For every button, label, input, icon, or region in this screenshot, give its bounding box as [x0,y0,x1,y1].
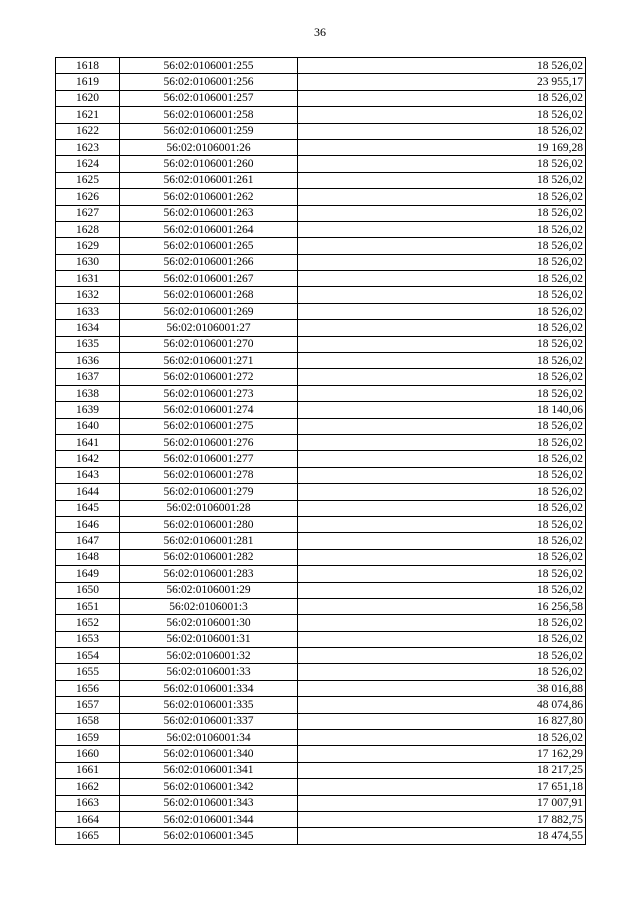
cadastral-value-cell: 18 526,02 [298,254,586,270]
cadastral-number-cell: 56:02:0106001:31 [120,631,298,647]
table-row [56,500,586,516]
cadastral-value-cell: 18 526,02 [298,205,586,221]
table-row [56,648,586,664]
table-row [56,680,586,696]
cadastral-number-cell: 56:02:0106001:259 [120,123,298,139]
row-number-cell: 1663 [56,795,120,811]
cadastral-value-cell: 18 526,02 [298,434,586,450]
table-row [56,156,586,172]
cadastral-value-cell: 18 526,02 [298,320,586,336]
row-number-cell: 1620 [56,90,120,106]
cadastral-value-table [55,57,586,845]
table-row [56,369,586,385]
row-number-cell: 1658 [56,713,120,729]
cadastral-value-cell: 38 016,88 [298,680,586,696]
row-number-cell: 1665 [56,828,120,844]
row-number-cell: 1661 [56,762,120,778]
table-row [56,631,586,647]
cadastral-value-cell: 18 526,02 [298,107,586,123]
row-number-cell: 1648 [56,549,120,565]
row-number-cell: 1628 [56,221,120,237]
row-number-cell: 1643 [56,467,120,483]
cadastral-value-cell: 23 955,17 [298,74,586,90]
cadastral-number-cell: 56:02:0106001:277 [120,451,298,467]
cadastral-number-cell: 56:02:0106001:340 [120,746,298,762]
cadastral-number-cell: 56:02:0106001:280 [120,516,298,532]
table-row [56,385,586,401]
cadastral-value-cell: 18 526,02 [298,631,586,647]
table-row [56,402,586,418]
cadastral-value-cell: 18 526,02 [298,533,586,549]
cadastral-number-cell: 56:02:0106001:337 [120,713,298,729]
row-number-cell: 1640 [56,418,120,434]
table-row [56,795,586,811]
cadastral-number-cell: 56:02:0106001:263 [120,205,298,221]
cadastral-value-cell: 18 526,02 [298,369,586,385]
row-number-cell: 1634 [56,320,120,336]
cadastral-value-cell: 18 526,02 [298,418,586,434]
table-row [56,123,586,139]
cadastral-value-cell: 18 526,02 [298,385,586,401]
table-row [56,730,586,746]
table-row [56,107,586,123]
cadastral-number-cell: 56:02:0106001:283 [120,566,298,582]
table-row [56,238,586,254]
cadastral-value-cell: 18 526,02 [298,664,586,680]
cadastral-value-cell: 18 526,02 [298,566,586,582]
row-number-cell: 1656 [56,680,120,696]
row-number-cell: 1651 [56,598,120,614]
cadastral-number-cell: 56:02:0106001:257 [120,90,298,106]
cadastral-number-cell: 56:02:0106001:267 [120,271,298,287]
row-number-cell: 1637 [56,369,120,385]
table-row [56,418,586,434]
row-number-cell: 1649 [56,566,120,582]
cadastral-value-cell: 18 474,55 [298,828,586,844]
row-number-cell: 1655 [56,664,120,680]
cadastral-number-cell: 56:02:0106001:270 [120,336,298,352]
cadastral-number-cell: 56:02:0106001:265 [120,238,298,254]
cadastral-value-cell: 18 526,02 [298,500,586,516]
cadastral-value-cell: 18 526,02 [298,303,586,319]
table-row [56,271,586,287]
cadastral-value-cell: 18 526,02 [298,287,586,303]
row-number-cell: 1646 [56,516,120,532]
table-row [56,172,586,188]
row-number-cell: 1664 [56,811,120,827]
row-number-cell: 1636 [56,353,120,369]
row-number-cell: 1645 [56,500,120,516]
row-number-cell: 1624 [56,156,120,172]
row-number-cell: 1652 [56,615,120,631]
cadastral-number-cell: 56:02:0106001:30 [120,615,298,631]
cadastral-number-cell: 56:02:0106001:33 [120,664,298,680]
cadastral-number-cell: 56:02:0106001:255 [120,58,298,74]
table-row [56,516,586,532]
row-number-cell: 1635 [56,336,120,352]
cadastral-value-cell: 18 526,02 [298,484,586,500]
cadastral-number-cell: 56:02:0106001:272 [120,369,298,385]
table-row [56,713,586,729]
row-number-cell: 1633 [56,303,120,319]
cadastral-number-cell: 56:02:0106001:335 [120,697,298,713]
table-row [56,74,586,90]
row-number-cell: 1657 [56,697,120,713]
row-number-cell: 1660 [56,746,120,762]
cadastral-number-cell: 56:02:0106001:271 [120,353,298,369]
cadastral-value-cell: 18 526,02 [298,156,586,172]
row-number-cell: 1644 [56,484,120,500]
cadastral-value-cell: 18 526,02 [298,90,586,106]
cadastral-number-cell: 56:02:0106001:34 [120,730,298,746]
cadastral-number-cell: 56:02:0106001:261 [120,172,298,188]
cadastral-value-cell: 16 256,58 [298,598,586,614]
table-row [56,811,586,827]
cadastral-number-cell: 56:02:0106001:27 [120,320,298,336]
cadastral-number-cell: 56:02:0106001:341 [120,762,298,778]
cadastral-value-cell: 17 007,91 [298,795,586,811]
row-number-cell: 1623 [56,139,120,155]
row-number-cell: 1653 [56,631,120,647]
table-row [56,762,586,778]
cadastral-value-cell: 18 526,02 [298,271,586,287]
row-number-cell: 1654 [56,648,120,664]
cadastral-value-cell: 18 526,02 [298,582,586,598]
row-number-cell: 1625 [56,172,120,188]
cadastral-value-cell: 18 140,06 [298,402,586,418]
row-number-cell: 1641 [56,434,120,450]
row-number-cell: 1631 [56,271,120,287]
cadastral-value-cell: 18 526,02 [298,58,586,74]
cadastral-value-cell: 18 526,02 [298,353,586,369]
cadastral-number-cell: 56:02:0106001:269 [120,303,298,319]
cadastral-value-cell: 18 526,02 [298,123,586,139]
row-number-cell: 1622 [56,123,120,139]
page-number: 36 [314,25,326,39]
table-row [56,664,586,680]
table-row [56,320,586,336]
table-row [56,189,586,205]
cadastral-value-cell: 18 526,02 [298,516,586,532]
cadastral-value-cell: 17 162,29 [298,746,586,762]
cadastral-number-cell: 56:02:0106001:266 [120,254,298,270]
cadastral-number-cell: 56:02:0106001:268 [120,287,298,303]
table-row [56,598,586,614]
cadastral-number-cell: 56:02:0106001:28 [120,500,298,516]
row-number-cell: 1642 [56,451,120,467]
cadastral-value-cell: 18 526,02 [298,172,586,188]
cadastral-number-cell: 56:02:0106001:344 [120,811,298,827]
row-number-cell: 1662 [56,779,120,795]
cadastral-value-cell: 18 526,02 [298,221,586,237]
cadastral-value-cell: 18 526,02 [298,615,586,631]
cadastral-number-cell: 56:02:0106001:279 [120,484,298,500]
cadastral-number-cell: 56:02:0106001:256 [120,74,298,90]
row-number-cell: 1632 [56,287,120,303]
table-row [56,828,586,844]
cadastral-number-cell: 56:02:0106001:26 [120,139,298,155]
row-number-cell: 1659 [56,730,120,746]
table-row [56,451,586,467]
row-number-cell: 1630 [56,254,120,270]
table-row [56,205,586,221]
cadastral-value-cell: 17 882,75 [298,811,586,827]
table-row [56,303,586,319]
cadastral-value-cell: 16 827,80 [298,713,586,729]
table-row [56,90,586,106]
table-body [56,58,586,845]
cadastral-number-cell: 56:02:0106001:3 [120,598,298,614]
table-row [56,582,586,598]
row-number-cell: 1626 [56,189,120,205]
row-number-cell: 1619 [56,74,120,90]
table-row [56,697,586,713]
table-row [56,221,586,237]
table-row [56,467,586,483]
cadastral-value-cell: 18 526,02 [298,451,586,467]
table-row [56,434,586,450]
cadastral-value-cell: 18 526,02 [298,549,586,565]
cadastral-value-cell: 18 526,02 [298,467,586,483]
table-row [56,484,586,500]
table-row [56,287,586,303]
cadastral-value-cell: 18 526,02 [298,648,586,664]
table-row [56,353,586,369]
cadastral-number-cell: 56:02:0106001:276 [120,434,298,450]
row-number-cell: 1639 [56,402,120,418]
cadastral-number-cell: 56:02:0106001:260 [120,156,298,172]
table-row [56,746,586,762]
row-number-cell: 1621 [56,107,120,123]
cadastral-number-cell: 56:02:0106001:345 [120,828,298,844]
cadastral-value-cell: 18 526,02 [298,336,586,352]
cadastral-number-cell: 56:02:0106001:281 [120,533,298,549]
cadastral-number-cell: 56:02:0106001:343 [120,795,298,811]
cadastral-value-cell: 18 526,02 [298,238,586,254]
row-number-cell: 1650 [56,582,120,598]
table-row [56,779,586,795]
cadastral-number-cell: 56:02:0106001:264 [120,221,298,237]
row-number-cell: 1627 [56,205,120,221]
cadastral-value-cell: 18 526,02 [298,189,586,205]
table-row [56,139,586,155]
cadastral-number-cell: 56:02:0106001:273 [120,385,298,401]
row-number-cell: 1618 [56,58,120,74]
table-row [56,254,586,270]
table-row [56,336,586,352]
cadastral-number-cell: 56:02:0106001:342 [120,779,298,795]
cadastral-number-cell: 56:02:0106001:275 [120,418,298,434]
cadastral-number-cell: 56:02:0106001:262 [120,189,298,205]
cadastral-number-cell: 56:02:0106001:278 [120,467,298,483]
row-number-cell: 1638 [56,385,120,401]
cadastral-number-cell: 56:02:0106001:334 [120,680,298,696]
cadastral-value-cell: 18 217,25 [298,762,586,778]
table-row [56,549,586,565]
table-row [56,566,586,582]
cadastral-number-cell: 56:02:0106001:29 [120,582,298,598]
cadastral-value-cell: 48 074,86 [298,697,586,713]
cadastral-number-cell: 56:02:0106001:258 [120,107,298,123]
cadastral-number-cell: 56:02:0106001:274 [120,402,298,418]
row-number-cell: 1647 [56,533,120,549]
table-row [56,615,586,631]
row-number-cell: 1629 [56,238,120,254]
cadastral-number-cell: 56:02:0106001:282 [120,549,298,565]
cadastral-value-cell: 19 169,28 [298,139,586,155]
cadastral-value-cell: 18 526,02 [298,730,586,746]
table-row [56,58,586,74]
cadastral-number-cell: 56:02:0106001:32 [120,648,298,664]
cadastral-value-cell: 17 651,18 [298,779,586,795]
table-row [56,533,586,549]
